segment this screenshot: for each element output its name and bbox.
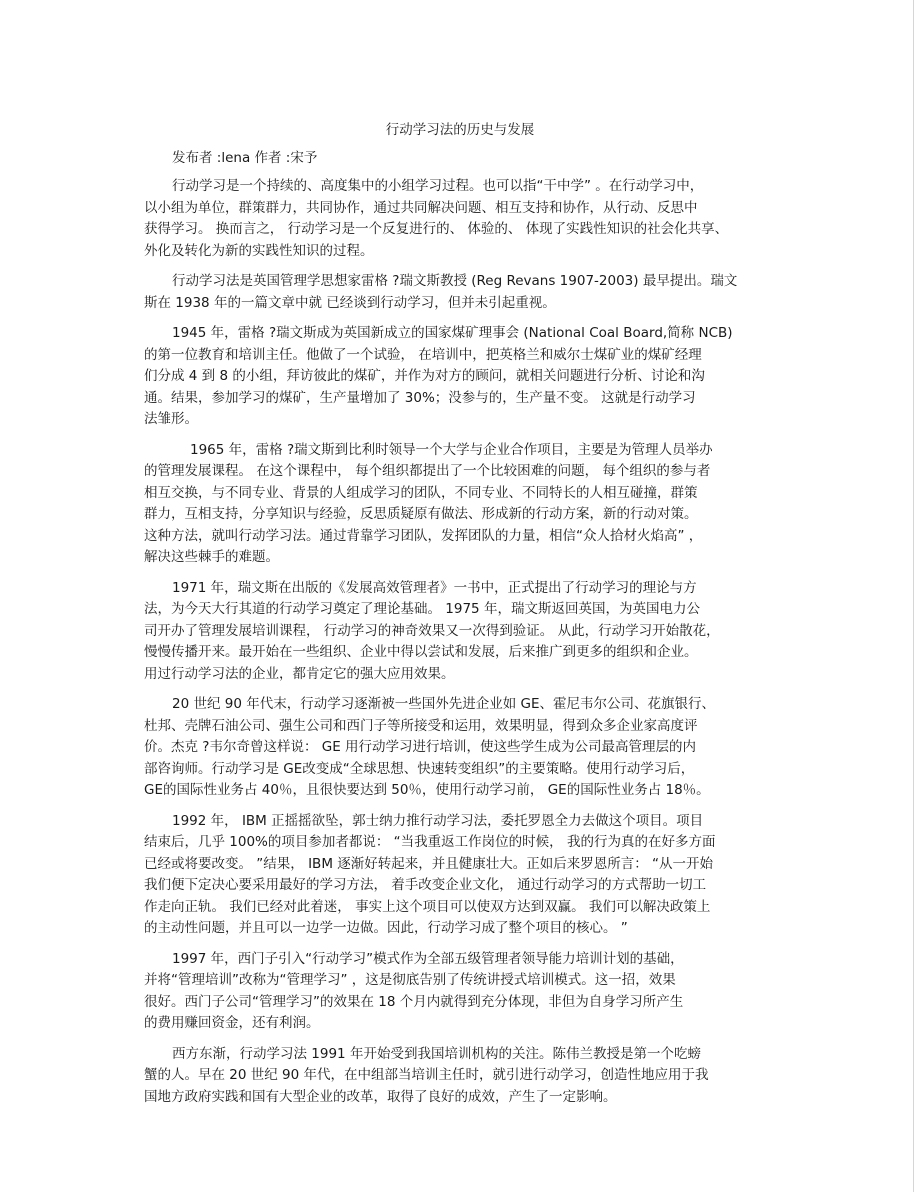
paragraph [144,578,794,686]
paragraph-line: 的费用赚回资金，还有利润。 [144,1015,320,1031]
paragraph-line: 20 世纪 90 年代末，行动学习逐渐被一些国外先进企业如 GE、霍尼韦尔公司、花旗银行、 [172,696,716,712]
paragraph-line: GE的国际性业务占 40％，且很快要达到 50％，使用行动学习前， GE的国际性业务占 18％。 [144,782,710,798]
paragraph-line: 西方东渐，行动学习法 1991 年开始受到我国培训机构的关注。陈伟兰教授是第一个吃螃 [172,1045,701,1062]
paragraph-line: 作走向正轨。 我们已经对此着迷， 事实上这个项目可以使双方达到双赢。 我们可以解决政策上 [144,898,711,915]
paragraph-line: 法雏形。 [144,411,198,427]
paragraph-line: 的主动性问题，并且可以一边学一边做。因此，行动学习成了整个项目的核心。 ” [144,920,628,936]
paragraph-line: 行动学习法是英国管理学思想家雷格 ?瑞文斯教授 (Reg Revans 1907-2003) 最早提出。瑞文 [172,273,738,289]
paragraph-line: 获得学习。 换而言之， 行动学习是一个反复进行的、 体验的、 体现了实践性知识的社会化共享、 [144,221,729,237]
paragraph-line: 司开办了管理发展培训课程， 行动学习的神奇效果又一次得到验证。 从此，行动学习开始散花， [144,622,720,639]
paragraph [144,811,794,940]
paragraph-line: 1971 年，瑞文斯在出版的《发展高效管理者》一书中，正式提出了行动学习的理论与方 [172,579,697,596]
paragraph-line: 1992 年， IBM 正摇摇欲坠，郭士纳力推行动学习法，委托罗恩全力去做这个项目。项目 [172,812,704,829]
paragraph-line: 蟹的人。早在 20 世纪 90 年代，在中组部当培训主任时，就引进行动学习，创造性地应用于我 [144,1067,709,1083]
paragraph-line: 价。杰克 ?韦尔奇曾这样说： GE 用行动学习进行培训，使这些学生成为公司最高管理层的内 [144,739,697,755]
paragraph [144,176,794,262]
paragraph-line: 以小组为单位，群策群力，共同协作，通过共同解决问题、相互支持和协作，从行动、反思中 [144,199,698,216]
paragraph-line: 并将“管理培训”改称为“管理学习” ，这是彻底告别了传统讲授式培训模式。这一招，效果 [144,972,676,988]
document-body [144,176,794,1117]
paragraph-line: 解决这些棘手的难题。 [144,549,279,565]
paragraph-line: 的管理发展课程。 在这个课程中， 每个组织都提出了一个比较困难的问题， 每个组织的参与者 [144,463,711,479]
paragraph-line: 们分成 4 到 8 的小组，拜访彼此的煤矿，并作为对方的顾问，就相关问题进行分析、讨论和沟 [144,368,705,384]
paragraph-line: 我们便下定决心要采用最好的学习方法， 着手改变企业文化， 通过行动学习的方式帮助一切工 [144,877,707,893]
page-edge-divider [913,0,914,1192]
paragraph [144,694,794,802]
paragraph-line: 1945 年，雷格 ?瑞文斯成为英国新成立的国家煤矿理事会 (National Coal Board,简称 NCB) [172,325,733,341]
paragraph [144,949,794,1035]
paragraph-line: 已经或将要改变。 ”结果， IBM 逐渐好转起来，并且健康壮大。正如后来罗恩所言： “从一开始 [144,855,714,872]
paragraph [144,1044,794,1109]
paragraph-line: 用过行动学习法的企业，都肯定它的强大应用效果。 [144,665,455,682]
paragraph-line: 1997 年，西门子引入“行动学习”模式作为全部五级管理者领导能力培训计划的基础， [172,950,684,967]
paragraph-line: 部咨询师。行动学习是 GE改变成“全球思想、快速转变组织”的主要策略。使用行动学习后， [144,760,695,777]
paragraph-line: 相互交换，与不同专业、背景的人组成学习的团队，不同专业、不同特长的人相互碰撞，群策 [144,484,698,501]
paragraph-line: 的第一位教育和培训主任。他做了一个试验， 在培训中，把英格兰和威尔士煤矿业的煤矿经理 [144,346,702,363]
paragraph-line: 国地方政府实践和国有大型企业的改革，取得了良好的成效，产生了一定影响。 [144,1088,617,1105]
paragraph-line: 通。结果，参加学习的煤矿，生产量增加了 30%；没参与的，生产量不变。 这就是行动学习 [144,389,696,406]
paragraph-line: 杜邦、壳牌石油公司、强生公司和西门子等所接受和运用，效果明显，得到众多企业家高度评 [144,717,698,734]
author-byline: 发布者 :lena 作者 :宋予 [172,150,318,166]
paragraph-line: 外化及转化为新的实践性知识的过程。 [144,242,374,259]
paragraph-line: 慢慢传播开来。最开始在一些组织、企业中得以尝试和发展，后来推广到更多的组织和企业。 [144,644,698,660]
paragraph-line: 群力，互相支持，分享知识与经验，反思质疑原有做法、形成新的行动方案，新的行动对策。 [144,506,698,522]
paragraph-line: 斯在 1938 年的一篇文章中就 已经谈到行动学习，但并未引起重视。 [144,294,556,311]
paragraph-line: 行动学习是一个持续的、高度集中的小组学习过程。也可以指“干中学” 。在行动学习中， [172,178,704,194]
paragraph [144,440,794,569]
paragraph-line: 结束后，几乎 100%的项目参加者都说： “当我重返工作岗位的时候， 我的行为真的在好多方面 [144,834,716,850]
paragraph [144,323,794,431]
document-title: 行动学习法的历史与发展 [385,122,535,138]
paragraph-line: 很好。西门子公司“管理学习”的效果在 18 个月内就得到充分体现，非但为自身学习所产生 [144,993,684,1010]
paragraph [144,271,794,314]
paragraph-line: 法，为今天大行其道的行动学习奠定了理论基础。 1975 年，瑞文斯返回英国，为英国电力公 [144,601,700,617]
paragraph-line: 这种方法，就叫行动学习法。通过背靠学习团队，发挥团队的力量，相信“众人拾材火焰高” ， [144,527,703,544]
paragraph-line: 1965 年，雷格 ?瑞文斯到比利时领导一个大学与企业合作项目，主要是为管理人员举办 [190,441,713,458]
